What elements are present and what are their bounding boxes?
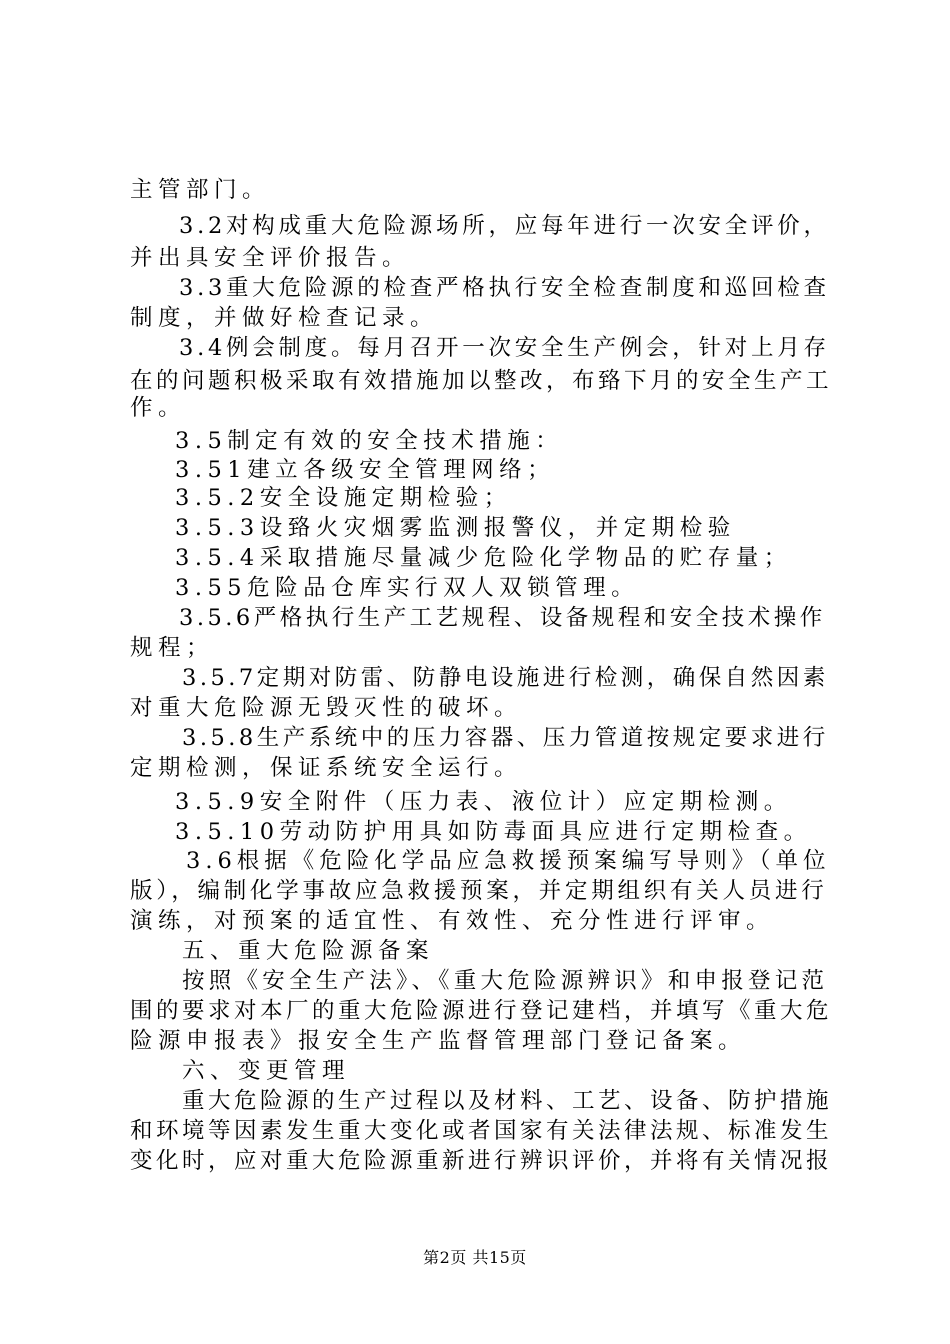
text-line: 3.5.8生产系统中的压力容器、压力管道按规定要求进行 <box>182 725 829 751</box>
text-line: 3.5.7定期对防雷、防静电设施进行检测，确保自然因素 <box>182 665 829 691</box>
text-line: 作。 <box>130 395 187 421</box>
text-line: 围的要求对本厂的重大危险源进行登记建档，并填写《重大危 <box>130 998 833 1024</box>
text-line: 3.5.2安全设施定期检验； <box>175 485 512 511</box>
text-line: 3.5.6严格执行生产工艺规程、设备规程和安全技术操作 <box>179 605 826 631</box>
text-line: 3.5.4采取措施尽量减少危险化学物品的贮存量； <box>175 545 792 571</box>
text-line: 按照《安全生产法》、《重大危险源辨识》和申报登记范 <box>182 968 829 994</box>
text-line: 3.6根据《危险化学品应急救援预案编写导则》（单位 <box>186 848 831 874</box>
text-line: 规程； <box>130 635 215 661</box>
text-line: 3.5.10劳动防护用具如防毒面具应进行定期检查。 <box>175 819 812 845</box>
text-line: 并出具安全评价报告。 <box>130 245 411 271</box>
text-line: 定期检测，保证系统安全运行。 <box>130 755 523 781</box>
text-line: 版），编制化学事故应急救援预案，并定期组织有关人员进行 <box>130 878 828 904</box>
text-line: 五、重大危险源备案 <box>182 938 435 964</box>
text-line: 在的问题积极采取有效措施加以整改，布臵下月的安全生产工 <box>130 368 833 394</box>
text-line: 3.5.3设臵火灾烟雾监测报警仪，并定期检验 <box>175 515 736 541</box>
text-line: 3.5.9安全附件（压力表、液位计）应定期检测。 <box>175 789 792 815</box>
text-line: 3.3重大危险源的检查严格执行安全检查制度和巡回检查 <box>179 275 830 301</box>
text-line: 六、变更管理 <box>182 1058 351 1084</box>
text-line: 3.5制定有效的安全技术措施： <box>175 428 564 454</box>
text-line: 主管部门。 <box>130 177 271 203</box>
text-line: 制度，并做好检查记录。 <box>130 305 439 331</box>
text-line: 对重大危险源无毁灭性的破坏。 <box>130 695 523 721</box>
text-line: 变化时，应对重大危险源重新进行辨识评价，并将有关情况报 <box>130 1148 833 1174</box>
text-line: 3.55危险品仓库实行双人双锁管理。 <box>175 575 640 601</box>
text-line: 险源申报表》报安全生产监督管理部门登记备案。 <box>130 1028 747 1054</box>
text-line: 3.4例会制度。每月召开一次安全生产例会，针对上月存 <box>179 335 830 361</box>
text-line: 重大危险源的生产过程以及材料、工艺、设备、防护措施 <box>182 1088 833 1114</box>
text-line: 和环境等因素发生重大变化或者国家有关法律法规、标准发生 <box>130 1118 833 1144</box>
text-line: 3.2对构成重大危险源场所，应每年进行一次安全评价， <box>179 213 830 239</box>
page-number-footer: 第2页 共15页 <box>423 1248 527 1267</box>
text-line: 演练，对预案的适宜性、有效性、充分性进行评审。 <box>130 908 775 934</box>
text-line: 3.51建立各级安全管理网络； <box>175 457 556 483</box>
